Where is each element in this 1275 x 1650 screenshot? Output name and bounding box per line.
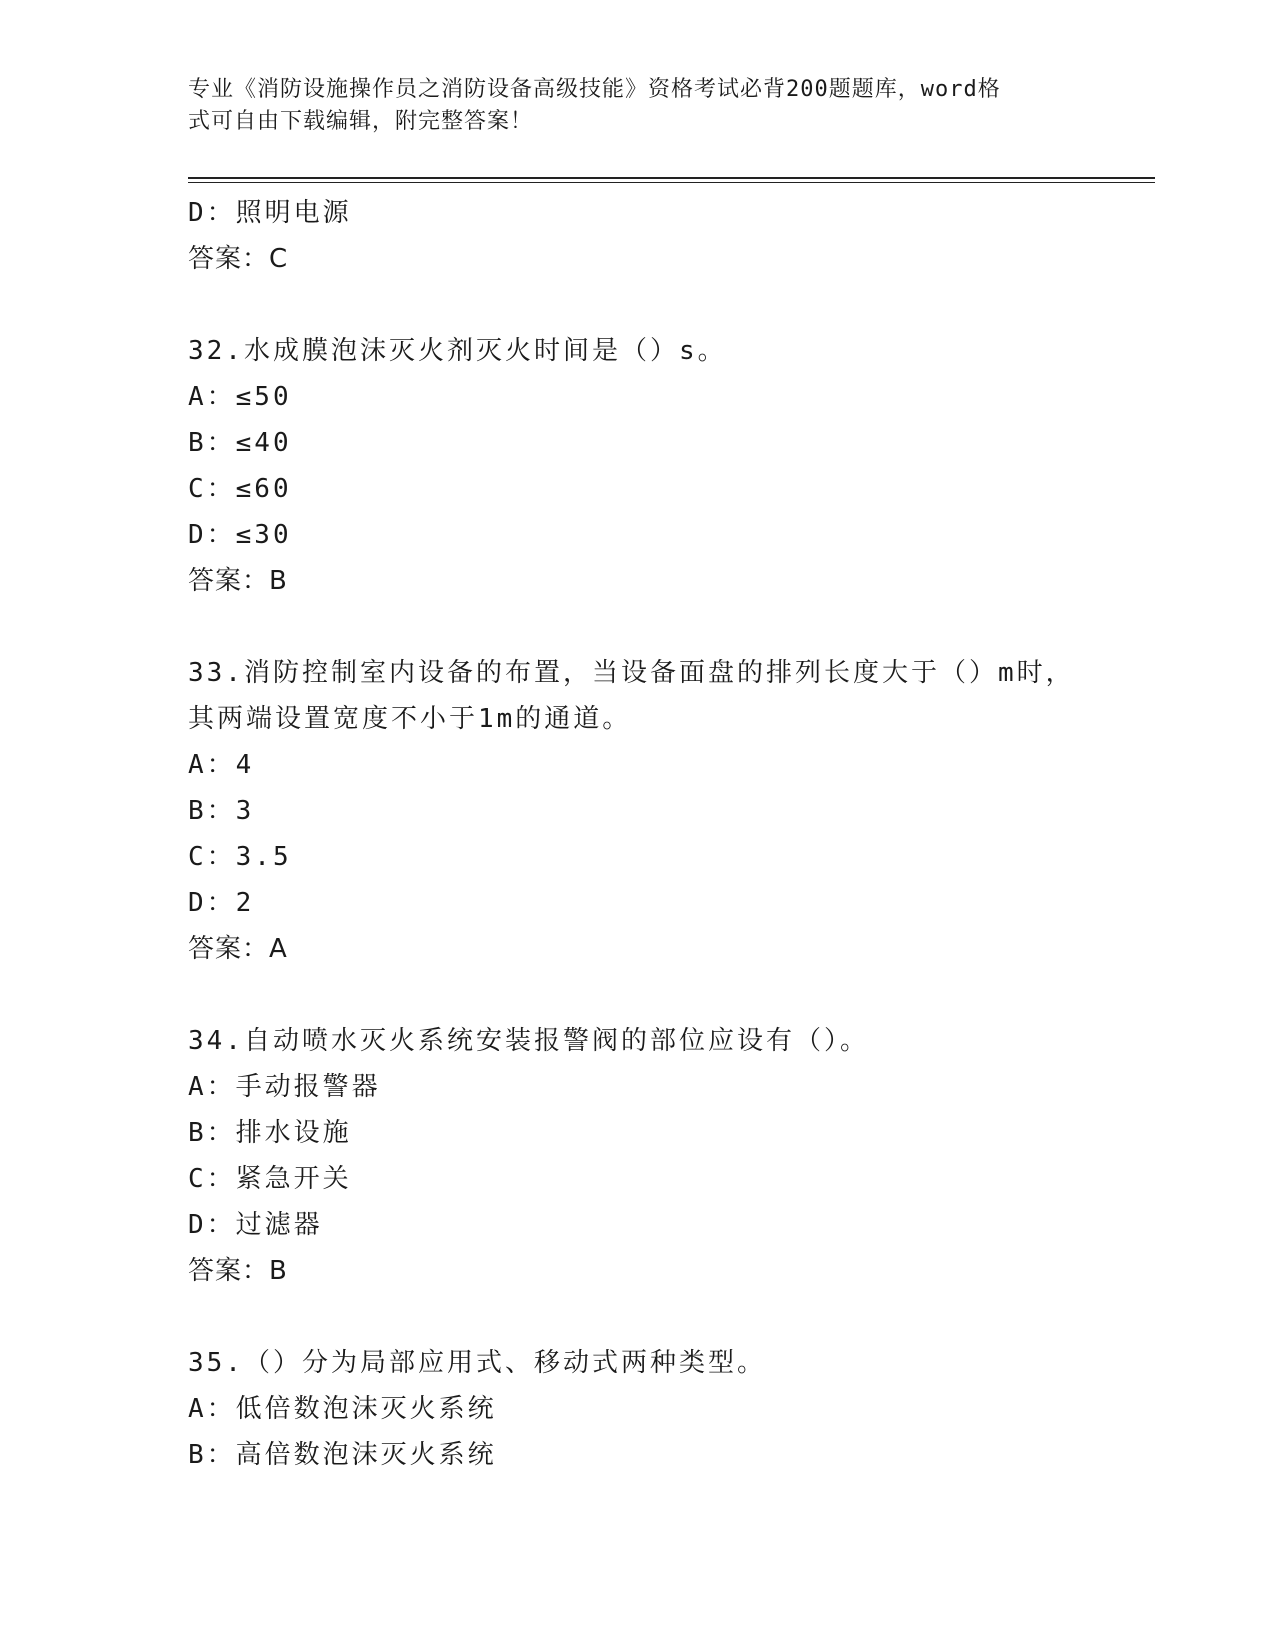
- question-33: [188, 650, 1128, 972]
- answer-line: 答案：A: [188, 934, 288, 964]
- header-divider-thin: [188, 182, 1155, 183]
- question-34: [188, 1018, 1128, 1294]
- question-stem: 34.自动喷水灭火系统安装报警阀的部位应设有（）。: [188, 1026, 869, 1056]
- option-b: B：3: [188, 796, 255, 826]
- option-b: B：≤40: [188, 428, 292, 458]
- spacer: [188, 972, 1128, 1018]
- option-b: B：排水设施: [188, 1118, 352, 1148]
- question-content: [188, 190, 1128, 1478]
- header-divider-thick: [188, 177, 1155, 179]
- header-line-2: 式可自由下载编辑，附完整答案！: [188, 109, 534, 134]
- option-d: D：过滤器: [188, 1210, 323, 1240]
- option-a: A：低倍数泡沫灭火系统: [188, 1394, 497, 1424]
- spacer: [188, 282, 1128, 328]
- spacer: [188, 1294, 1128, 1340]
- option-c: C：≤60: [188, 474, 292, 504]
- header-line-1: 专业《消防设施操作员之消防设备高级技能》资格考试必背200题题库，word格: [188, 77, 1001, 102]
- option-a: A：≤50: [188, 382, 292, 412]
- option-a: A：手动报警器: [188, 1072, 381, 1102]
- option-c: C：紧急开关: [188, 1164, 352, 1194]
- spacer: [188, 604, 1128, 650]
- option-d: D：≤30: [188, 520, 292, 550]
- answer-line: 答案：B: [188, 1256, 288, 1286]
- document-header: [188, 74, 1068, 138]
- option-d: D：2: [188, 888, 255, 918]
- question-31-tail: [188, 190, 1128, 282]
- option-c: C：3.5: [188, 842, 292, 872]
- question-stem: 32.水成膜泡沫灭火剂灭火时间是（）s。: [188, 336, 727, 366]
- question-35: [188, 1340, 1128, 1478]
- question-stem: 33.消防控制室内设备的布置，当设备面盘的排列长度大于（）m时，: [188, 658, 1075, 688]
- option-a: A：4: [188, 750, 255, 780]
- answer-line: 答案：B: [188, 566, 288, 596]
- option-b: B：高倍数泡沫灭火系统: [188, 1440, 497, 1470]
- question-stem-continued: 其两端设置宽度不小于1m的通道。: [188, 704, 632, 734]
- question-stem: 35.（）分为局部应用式、移动式两种类型。: [188, 1348, 766, 1378]
- question-32: [188, 328, 1128, 604]
- option-d: D：照明电源: [188, 198, 352, 228]
- answer-line: 答案：C: [188, 244, 289, 274]
